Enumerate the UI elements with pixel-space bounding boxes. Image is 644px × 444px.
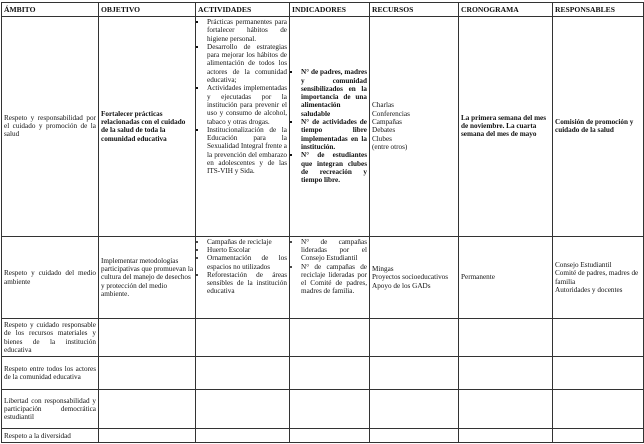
table-row [2,429,644,443]
indicador-item: ▪ N° de padres, madres y comunidad sensibilizados en la importancia de una alimentación saludable [301,68,367,118]
ambito-cell: Respeto y responsabilidad por el cuidado y promoción de la salud [2,17,99,237]
objetivo-cell: Fortalecer prácticas relacionadas con el cuidado de la salud de toda la comunidad educativa [99,17,196,237]
actividad-item: • Huerto Escolar [207,246,287,254]
responsable-item: Consejo Estudiantil [555,260,612,269]
header-ambito: ÁMBITO [2,3,99,17]
table-row [2,17,644,237]
recursos-cell [370,17,459,237]
objetivo-cell: Implementar metodologías participativas que promuevan la cultura del manejo de desechos y protección del medio ambiente. [99,236,196,319]
recurso-item: Conferencias [372,109,410,118]
header-responsables: RESPONSABLES [553,3,644,17]
ambito-cell: Respeto y cuidado responsable de los recursos materiales y bienes de la institución educativa [2,319,99,357]
recurso-item: Clubes [372,134,392,143]
header-actividades: ACTIVIDADES [196,3,290,17]
table-row [2,357,644,389]
indicador-item: • N° de campañas lideradas por el Consejo Estudiantil [301,238,367,263]
indicador-item: ▪ N° de actividades de tiempo libre implementadas en la institución. [301,118,367,151]
recurso-item: Debates [372,126,396,135]
actividad-item: • Reforestación de áreas sensibles de la institución educativa [207,271,287,296]
responsable-item: Autoridades y docentes [555,285,623,294]
recurso-item: Proyectos socioeducativos [372,273,449,282]
responsables-cell: Comisión de promoción y cuidado de la salud [553,17,644,237]
recursos-cell [370,236,459,319]
header-indicadores: INDICADORES [290,3,370,17]
recurso-item: (entre otros) [372,142,408,151]
table-row [2,389,644,429]
header-recursos: RECURSOS [370,3,459,17]
cronograma-cell: Permanente [459,236,553,319]
actividades-cell [196,236,290,319]
table-row [2,319,644,357]
cronograma-cell: La primera semana del mes de noviembre. La cuarta semana del mes de mayo [459,17,553,237]
indicadores-cell [290,236,370,319]
ambito-cell: Libertad con responsabilidad y participación democrática estudiantil [2,389,99,429]
header-cronograma: CRONOGRAMA [459,3,553,17]
indicador-item: ▪ N° de estudiantes que integran clubes de recreación y tiempo libre. [301,151,367,184]
actividad-item: ▪ Actividades implementadas y ejecutadas por la institución para prevenir el uso y consumo de alcohol, tabaco y otras drogas. [207,84,287,125]
table-row [2,236,644,319]
action-plan-table [1,2,644,443]
actividad-item: ▪ Desarrollo de estrategias para mejorar los hábitos de alimentación de todos los actores de la comunidad educativa; [207,43,287,84]
indicadores-cell [290,17,370,237]
actividades-cell [196,17,290,237]
recurso-item: Campañas [372,118,402,127]
ambito-cell: Respeto a la diversidad [2,429,99,443]
recurso-item: Charlas [372,101,394,110]
recurso-item: Apoyo de los GADs [372,281,431,290]
ambito-cell: Respeto y cuidado del medio ambiente [2,236,99,319]
actividad-item: • Ornamentación de los espacios no utilizados [207,254,287,271]
indicador-item: • N° de campañas de reciclaje lideradas por el Comité de padres, madres de familia. [301,263,367,296]
header-row [2,3,644,17]
actividad-item: ▪ Institucionalización de la Educación para la Sexualidad Integral frente a la prevención del embarazo en adolescentes y de las ITS-VIH y Sida. [207,126,287,176]
responsables-cell [553,236,644,319]
header-objetivo: OBJETIVO [99,3,196,17]
actividad-item: ▪ Prácticas permanentes para fortalecer hábitos de higiene personal. [207,18,287,43]
ambito-cell: Respeto entre todos los actores de la comunidad educativa [2,357,99,389]
recurso-item: Mingas [372,265,394,274]
responsable-item: Comité de padres, madres de familia [555,269,639,286]
actividad-item: • Campañas de reciclaje [207,238,287,246]
